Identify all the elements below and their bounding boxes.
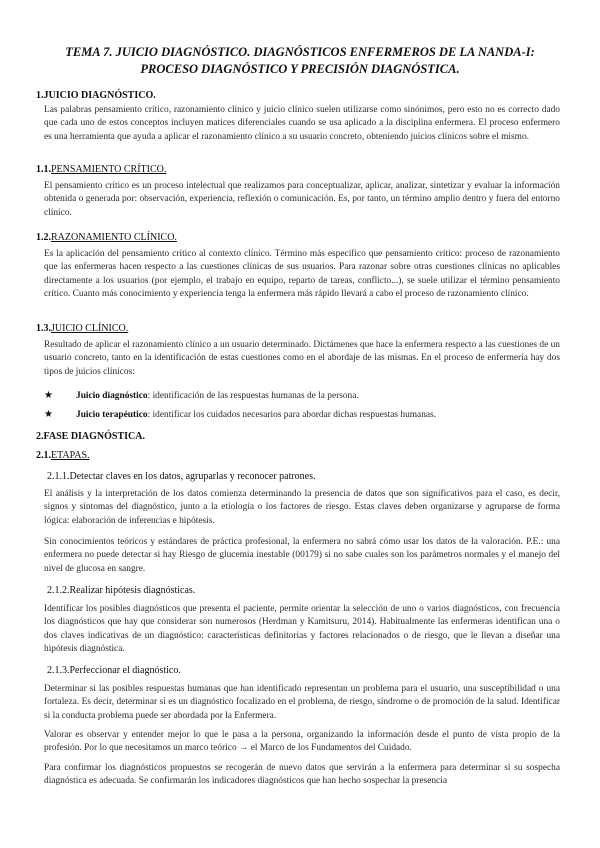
section-1-2-title: RAZONAMIENTO CLÍNICO. bbox=[51, 232, 177, 243]
section-1-1-number: 1.1. bbox=[36, 164, 51, 175]
section-2-1-1-paragraph-1: El análisis y la interpretación de los datos comienza determinando la presencia de datos que son significativos para el caso, es decir, signos y síntomas del diagnóstico, junto a la etiología o los factores de riesgo. Estas claves deben organizarse y agruparse de forma lógica: elaboración de inferencias e hipótesis. bbox=[44, 489, 560, 526]
section-2-1-1-title: 2.1.1.Detectar claves en los datos, agruparlas y reconocer patrones. bbox=[47, 471, 316, 482]
section-2-1-3-heading bbox=[47, 664, 181, 677]
section-2-1-3-title: 2.1.3.Perfeccionar el diagnóstico. bbox=[47, 665, 181, 676]
section-1-3-heading bbox=[36, 322, 128, 335]
section-1-3-paragraph: Resultado de aplicar el razonamiento clínico a un usuario determinado. Dictámenes que hace la enfermera respecto a las cuestiones de un usuario concreto, tanto en la identificación de estas cuestiones como en el abordaje de las mismas. En el proceso de enfermería hay dos tipos de juicios clínicos: bbox=[44, 340, 560, 377]
bullet-item bbox=[44, 389, 359, 403]
bullet-text: : identificar los cuidados necesarios para abordar dichas respuestas humanas. bbox=[147, 410, 437, 420]
section-2-1-2-paragraph: Identificar los posibles diagnósticos que presenta el paciente, permite orientar la selección de uno o varios diagnósticos, con frecuencia los diagnósticos que hay que considerar son numerosos (Herdman y Kamitsuru, 2014). Habitualmente las enfermeras identifican una o dos claves indicativas de un diagnóstico: características definitorias y factores relacionados o de riesgo, que le llevan a diseñar una hipótesis diagnóstica. bbox=[44, 604, 560, 654]
section-2-heading bbox=[36, 430, 145, 443]
section-1-2-heading bbox=[36, 231, 177, 244]
section-1-1-title: PENSAMIENTO CRÍTICO. bbox=[51, 164, 167, 175]
section-1-3-number: 1.3. bbox=[36, 323, 51, 334]
section-2-1-2-title: 2.1.2.Realizar hipótesis diagnósticas. bbox=[47, 585, 196, 596]
section-1-heading bbox=[36, 89, 156, 102]
bullet-item bbox=[44, 408, 436, 422]
section-2-1-2-heading bbox=[47, 584, 195, 597]
bullet-lead: Juicio terapéutico bbox=[76, 410, 148, 420]
section-1-2-number: 1.2. bbox=[36, 232, 51, 243]
section-2-1-1-heading bbox=[47, 470, 316, 483]
section-1-title: 1.JUICIO DIAGNÓSTICO. bbox=[36, 90, 156, 101]
bullet-lead: Juicio diagnóstico bbox=[76, 391, 148, 401]
section-1-3-title: JUICIO CLÍNICO. bbox=[51, 323, 129, 334]
section-2-1-3-paragraph-2: Valorar es observar y entender mejor lo que le pasa a la persona, organizando la información desde el punto de vista propio de la profesión. Por lo que necesitamos un marco teórico → el Marco de los Fundamentos del Cuidado. bbox=[44, 730, 560, 754]
section-2-1-title: ETAPAS. bbox=[51, 450, 90, 461]
section-1-1-heading bbox=[36, 163, 166, 176]
section-2-1-number: 2.1. bbox=[36, 450, 51, 461]
section-2-title: 2.FASE DIAGNÓSTICA. bbox=[36, 431, 145, 442]
star-bullet-icon: ★ bbox=[44, 390, 53, 401]
section-2-1-3-paragraph-1: Determinar si las posibles respuestas humanas que han identificado representan un problema para el usuario, una susceptibilidad o una fortaleza. Es decir, determinar si es un diagnóstico focalizado en el problema, de riesgo, síndrome o de promoción de la salud. Identificar si la conducta problema puede ser abordada por la Enfermera. bbox=[44, 684, 560, 721]
section-1-1-paragraph: El pensamiento crítico es un proceso intelectual que realizamos para conceptualizar, aplicar, analizar, sintetizar y evaluar la información obtenida o generada por: observación, experiencia, reflexión o comunicación. Es, por tanto, un término amplio dentro y fuera del entorno clínico. bbox=[44, 181, 560, 218]
star-bullet-icon: ★ bbox=[44, 409, 53, 420]
bullet-text: : identificación de las respuestas humanas de la persona. bbox=[147, 391, 359, 401]
page-title: TEMA 7. JUICIO DIAGNÓSTICO. DIAGNÓSTICOS ENFERMEROS DE LA NANDA-I: PROCESO DIAGNÓSTICO Y PRECISIÓN DIAGNÓSTICA. bbox=[65, 45, 535, 76]
section-2-1-3-paragraph-3: Para confirmar los diagnósticos propuestos se recogerán de nuevo datos que servirán a la enfermera para determinar si su sospecha diagnóstica es adecuada. Se confirmarán los indicadores diagnósticos que han hecho sospechar la presencia bbox=[44, 763, 560, 787]
section-1-2-paragraph: Es la aplicación del pensamiento crítico al contexto clínico. Término más específico que pensamiento crítico: proceso de razonamiento que las enfermeras hacen respecto a las cuestiones clínicas de sus usuarios. Para razonar sobre otras cuestiones clínicas no aplicables directamente a los usuarios (por ejemplo, el trabajo en equipo, reparto de tareas, conflicto...), se suele utilizar el término pensamiento crítico. Cuanto más conocimiento y experiencia tenga la enfermera más rápido llevará a cabo el proceso de razonamiento clínico. bbox=[44, 249, 560, 299]
section-1-paragraph: Las palabras pensamiento crítico, razonamiento clínico y juicio clínico suelen utilizarse como sinónimos, pero esto no es correcto dado que cada uno de estos conceptos incluyen matices diferenciales cuando se usa aplicado a la disciplina enfermera. El proceso enfermero es una herramienta que ayuda a aplicar el razonamiento clínico a su usuario concreto, obteniendo juicios clínicos sobre el mismo. bbox=[44, 105, 560, 142]
section-2-1-heading bbox=[36, 449, 90, 462]
section-2-1-1-paragraph-2: Sin conocimientos teóricos y estándares de práctica profesional, la enfermera no sabrá cómo usar los datos de la valoración. P.E.: una enfermera no puede detectar si hay Riesgo de glucemia inestable (00179) si no sabe cuales son los parámetros normales y el manejo del nivel de glucosa en sangre. bbox=[44, 537, 560, 574]
